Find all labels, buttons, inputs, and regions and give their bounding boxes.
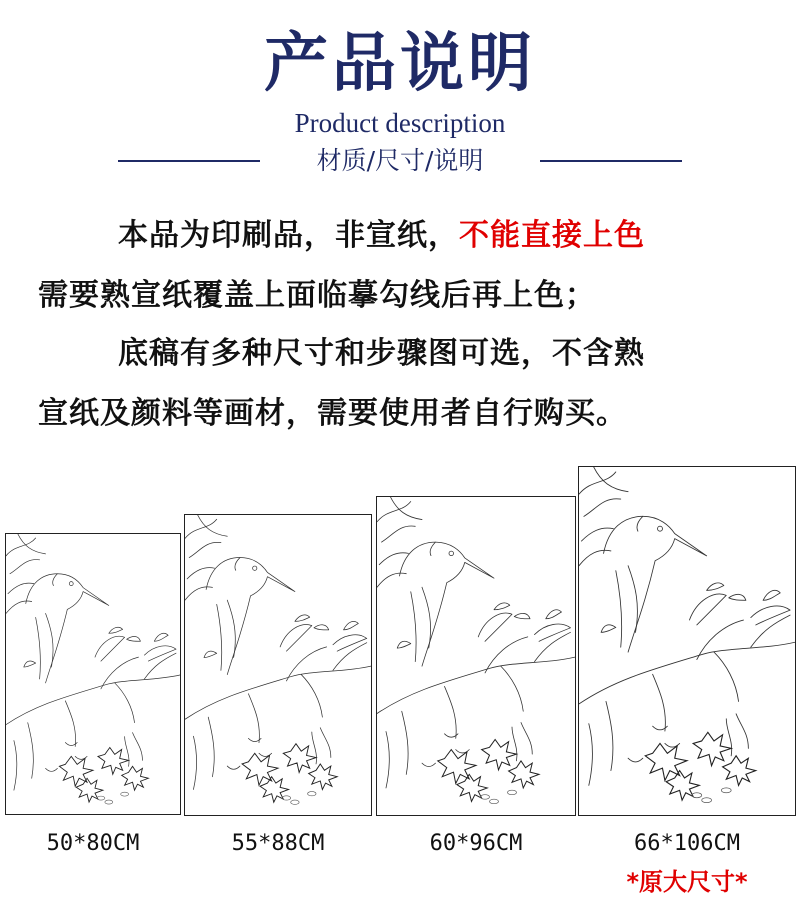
bird-branch-sketch xyxy=(6,534,180,814)
divider-line-right xyxy=(540,160,682,162)
bird-branch-sketch xyxy=(377,497,575,815)
bird-branch-sketch xyxy=(185,515,371,815)
description-line-3: 底稿有多种尺寸和步骤图可选，不含熟 xyxy=(118,336,645,371)
artwork-preview-size-4 xyxy=(578,466,796,816)
size-label-4: 66*106CM xyxy=(634,831,740,856)
description-paragraph-1 xyxy=(38,206,778,326)
artwork-preview-size-2 xyxy=(184,514,372,816)
page-title: 产品说明 xyxy=(264,27,536,101)
page-subtitle: Product description xyxy=(294,108,506,138)
artwork-preview-size-3 xyxy=(376,496,576,816)
size-label-2: 55*88CM xyxy=(231,831,325,856)
section-divider xyxy=(118,143,682,179)
description-highlight: 不能直接上色 xyxy=(459,218,645,253)
description-line-2: 需要熟宣纸覆盖上面临摹勾线后再上色； xyxy=(38,278,596,313)
description-paragraph-2 xyxy=(38,324,778,444)
size-label-3: 60*96CM xyxy=(429,831,523,856)
artwork-preview-size-1 xyxy=(5,533,181,815)
original-size-note: *原大尺寸* xyxy=(626,868,748,896)
divider-line-left xyxy=(118,160,260,162)
description-line-4: 宣纸及颜料等画材，需要使用者自行购买。 xyxy=(38,396,627,431)
description-line-1: 本品为印刷品，非宣纸， xyxy=(118,218,459,253)
section-label: 材质/尺寸/说明 xyxy=(316,146,484,175)
size-label-1: 50*80CM xyxy=(46,831,140,856)
bird-branch-sketch xyxy=(579,467,795,815)
